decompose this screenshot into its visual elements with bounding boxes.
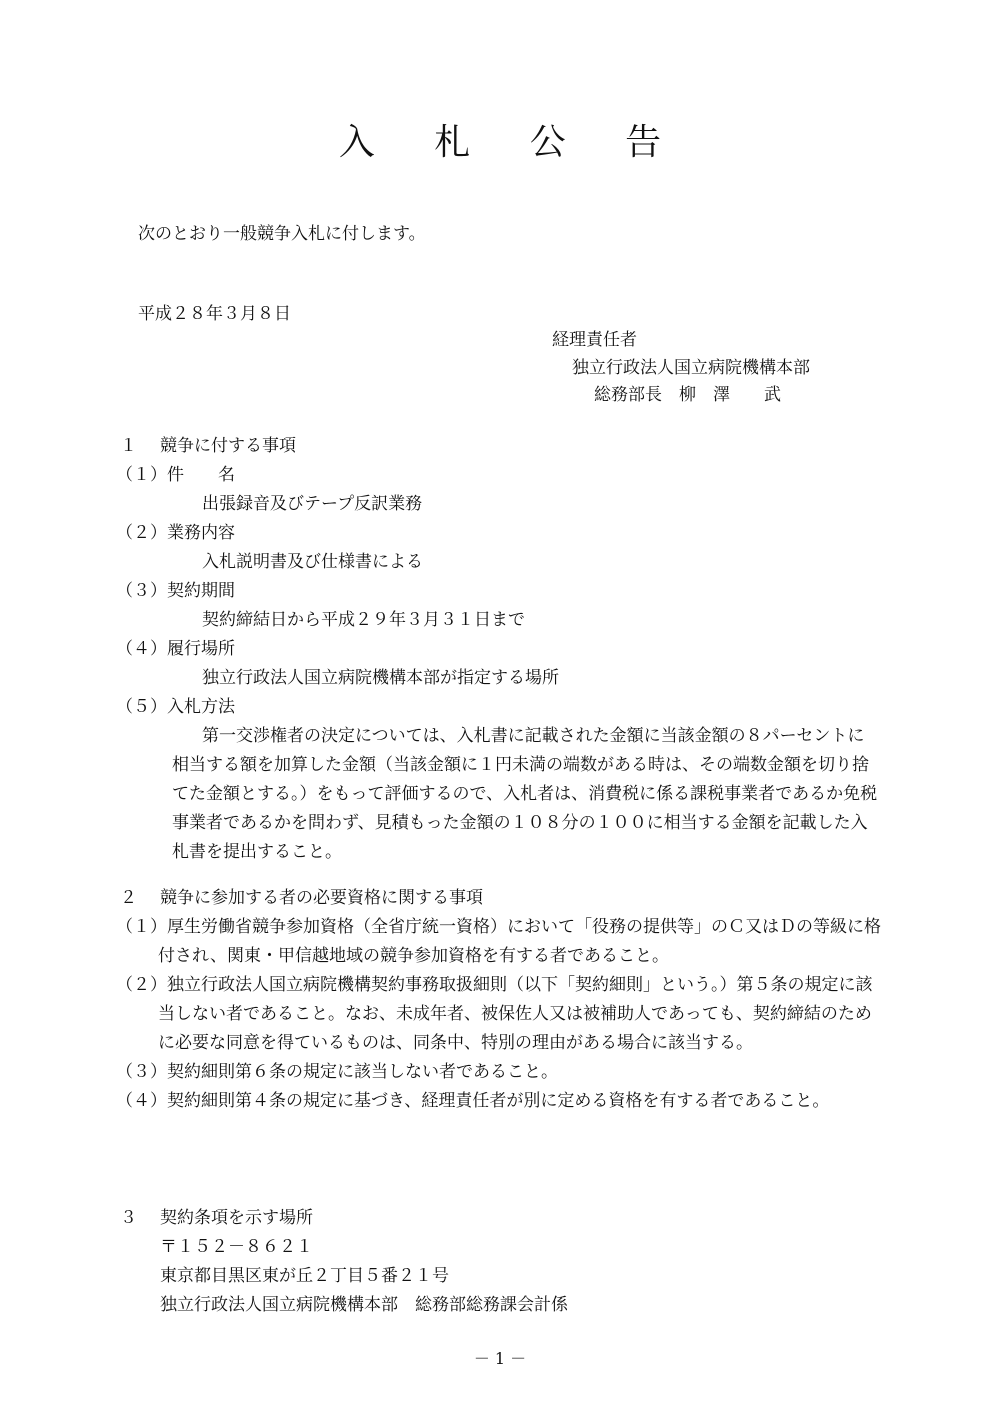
section-3 [120, 1204, 890, 1320]
signatory-role: 経理責任者 [552, 330, 637, 350]
signatory-name: 柳 澤 武 [679, 385, 781, 405]
signatory-block [594, 381, 781, 410]
item-1-2-label: （２）業務内容 [116, 523, 235, 543]
section-2-title: 競争に参加する者の必要資格に関する事項 [160, 888, 483, 908]
intro-text: 次のとおり一般競争入札に付します。 [138, 224, 426, 244]
item-2-3: （３）契約細則第６条の規定に該当しない者であること。 [116, 1062, 558, 1082]
section-1 [116, 432, 890, 867]
item-1-4-label: （４）履行場所 [116, 639, 235, 659]
document-title: 入 札 公 告 [338, 122, 686, 163]
street-address: 東京都目黒区東が丘２丁目５番２１号 [160, 1266, 449, 1286]
section-1-title: 競争に付する事項 [160, 436, 296, 456]
item-1-1-body: 出張録音及びテープ反訳業務 [202, 494, 423, 514]
page-number: － 1 － [473, 1349, 527, 1368]
item-1-3-label: （３）契約期間 [116, 581, 235, 601]
item-2-2: （２）独立行政法人国立病院機構契約事務取扱細則（以下「契約細則」という。）第５条の規定に該当しない者であること。なお、未成年者、被保佐人又は被補助人であっても、契約締結のために必要な同意を得ているものは、同条中、特別の理由がある場合に該当する。 [116, 975, 873, 1053]
office-name: 独立行政法人国立病院機構本部 総務部総務課会計係 [160, 1295, 568, 1315]
section-3-title: 契約条項を示す場所 [160, 1208, 313, 1228]
section-3-number: ３ [120, 1208, 137, 1228]
section-3-heading [120, 1204, 890, 1233]
item-2-1: （１）厚生労働省競争参加資格（全省庁統一資格）において「役務の提供等」のＣ又はＤの等級に格付され、関東・甲信越地域の競争参加資格を有する者であること。 [116, 917, 881, 966]
section-2 [116, 884, 890, 1116]
section-2-heading [120, 884, 890, 913]
item-1-1-label: （１）件 名 [116, 465, 235, 485]
signatory-position: 総務部長 [594, 385, 662, 405]
signatory-org: 独立行政法人国立病院機構本部 [572, 358, 810, 378]
item-1-3-body: 契約締結日から平成２９年３月３１日まで [202, 610, 525, 630]
item-1-4-body: 独立行政法人国立病院機構本部が指定する場所 [202, 668, 559, 688]
item-1-5-label: （５）入札方法 [116, 697, 235, 717]
notice-date: 平成２８年３月８日 [138, 304, 291, 324]
section-1-heading [120, 432, 890, 461]
item-2-4: （４）契約細則第４条の規定に基づき、経理責任者が別に定める資格を有する者であること。 [116, 1091, 830, 1111]
item-1-2-body: 入札説明書及び仕様書による [202, 552, 423, 572]
postal-code: 〒１５２－８６２１ [160, 1237, 313, 1257]
section-1-number: １ [120, 436, 137, 456]
section-2-number: ２ [120, 888, 137, 908]
item-1-5-body: 第一交渉権者の決定については、入札書に記載された金額に当該金額の８パーセントに相当する額を加算した金額（当該金額に１円未満の端数がある時は、その端数金額を切り捨てた金額とする。）をもって評価するので、入札者は、消費税に係る課税事業者であるか免税事業者であるかを問わず、見積もった金額の１０８分の１００に相当する金額を記載した入札書を提出すること。 [172, 726, 878, 862]
